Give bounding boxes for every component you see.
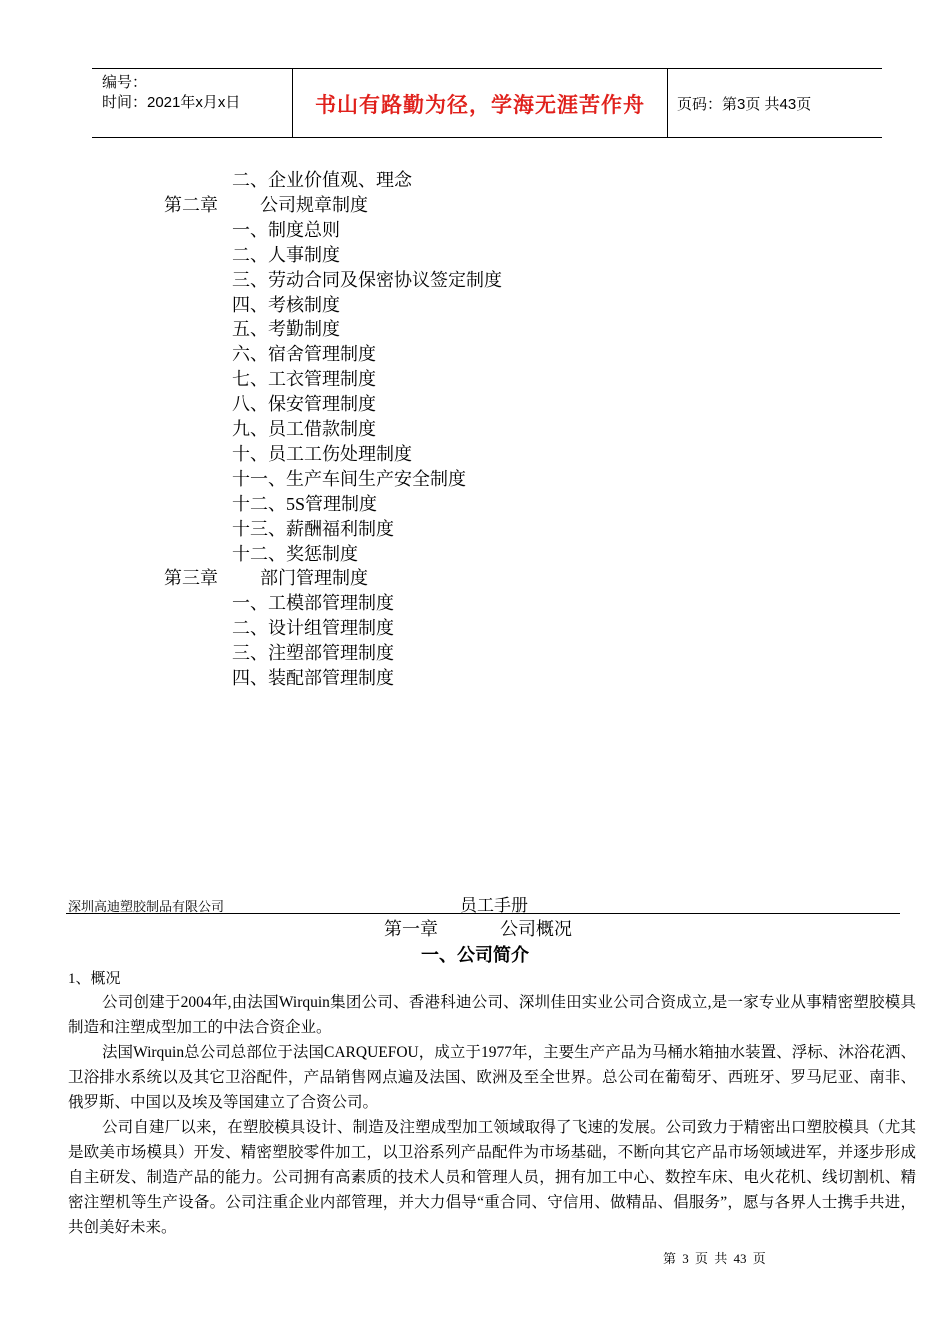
header-rule bbox=[66, 913, 900, 914]
subsection-heading: 1、概况 bbox=[68, 971, 121, 987]
company-name: 深圳高迪塑胶制品有限公司 bbox=[68, 899, 225, 914]
page-header bbox=[92, 68, 882, 138]
toc-item: 八、保安管理制度 bbox=[232, 394, 376, 415]
toc-item: 六、宿舍管理制度 bbox=[232, 344, 376, 365]
toc-item: 三、注塑部管理制度 bbox=[232, 643, 394, 664]
header-motto-cell bbox=[292, 69, 668, 137]
chapter-number: 第一章 bbox=[384, 919, 438, 939]
time-label: 时间：2021年x月x日 bbox=[102, 94, 241, 111]
chapter-title: 公司概况 bbox=[500, 919, 572, 939]
toc-item: 十三、薪酬福利制度 bbox=[232, 518, 394, 539]
toc-item: 十、员工工伤处理制度 bbox=[232, 443, 412, 464]
toc-item: 四、装配部管理制度 bbox=[232, 668, 394, 688]
toc-chapter-number: 第二章 bbox=[164, 194, 218, 215]
chapter-heading bbox=[384, 915, 572, 941]
toc-item: 十一、生产车间生产安全制度 bbox=[232, 468, 466, 489]
toc-chapter bbox=[164, 193, 368, 217]
toc-item: 二、设计组管理制度 bbox=[232, 618, 394, 639]
serial-label: 编号： bbox=[102, 74, 148, 91]
paragraph: 法国Wirquin总公司总部位于法国CARQUEFOU，成立于1977年，主要生产产品为马桶水箱抽水装置、浮标、沐浴花洒、卫浴排水系统以及其它卫浴配件，产品销售网点遍及法国、欧洲及至全世界。总公司在葡萄牙、西班牙、罗马尼亚、南非、俄罗斯、中国以及埃及等国建立了合资公司。 bbox=[68, 1044, 916, 1111]
toc-item: 二、企业价值观、理念 bbox=[232, 170, 412, 190]
toc-item: 五、考勤制度 bbox=[232, 319, 340, 340]
toc-item: 二、人事制度 bbox=[232, 244, 340, 265]
toc-item: 一、制度总则 bbox=[232, 219, 340, 240]
toc-chapter-number: 第三章 bbox=[164, 568, 218, 589]
manual-title: 员工手册 bbox=[460, 896, 528, 915]
toc-chapter-title: 公司规章制度 bbox=[260, 194, 368, 215]
toc-item: 十二、奖惩制度 bbox=[232, 543, 358, 564]
toc-item: 四、考核制度 bbox=[232, 294, 340, 315]
paragraph: 公司创建于2004年,由法国Wirquin集团公司、香港科迪公司、深圳佳田实业公司合资成立,是一家专业从事精密塑胶模具制造和注塑成型加工的中法合资企业。 bbox=[68, 994, 916, 1036]
header-info-cell bbox=[92, 69, 292, 137]
toc-item: 十二、5S管理制度 bbox=[232, 493, 378, 514]
section-title: 一、公司简介 bbox=[421, 945, 529, 966]
header-page-info: 页码：第3页 共43页 bbox=[677, 96, 812, 113]
page-footer: 第 3 页 共 43 页 bbox=[663, 1251, 766, 1266]
header-page-cell bbox=[667, 69, 882, 137]
toc-item: 三、劳动合同及保密协议签定制度 bbox=[232, 269, 502, 290]
toc-item: 九、员工借款制度 bbox=[232, 419, 376, 439]
paragraph: 公司自建厂以来，在塑胶模具设计、制造及注塑成型加工领域取得了飞速的发展。公司致力于精密出口塑胶模具（尤其是欧美市场模具）开发、精密塑胶零件加工，以卫浴系列产品配件为市场基础，不断向其它产品市场领域进军，并逐步形成自主研发、制造产品的能力。公司拥有高素质的技术人员和管理人员，拥有加工中心、数控车床、电火花机、线切割机、精密注塑机等生产设备。公司注重企业内部管理，并大力倡导“重合同、守信用、做精品、倡服务”，愿与各界人士携手共进，共创美好未来。 bbox=[68, 1119, 916, 1236]
toc-chapter bbox=[164, 566, 368, 590]
toc-chapter-title: 部门管理制度 bbox=[260, 568, 368, 589]
toc-item: 一、工模部管理制度 bbox=[232, 593, 394, 614]
motto: 书山有路勤为径，学海无涯苦作舟 bbox=[315, 93, 645, 117]
toc-item: 七、工衣管理制度 bbox=[232, 369, 376, 390]
